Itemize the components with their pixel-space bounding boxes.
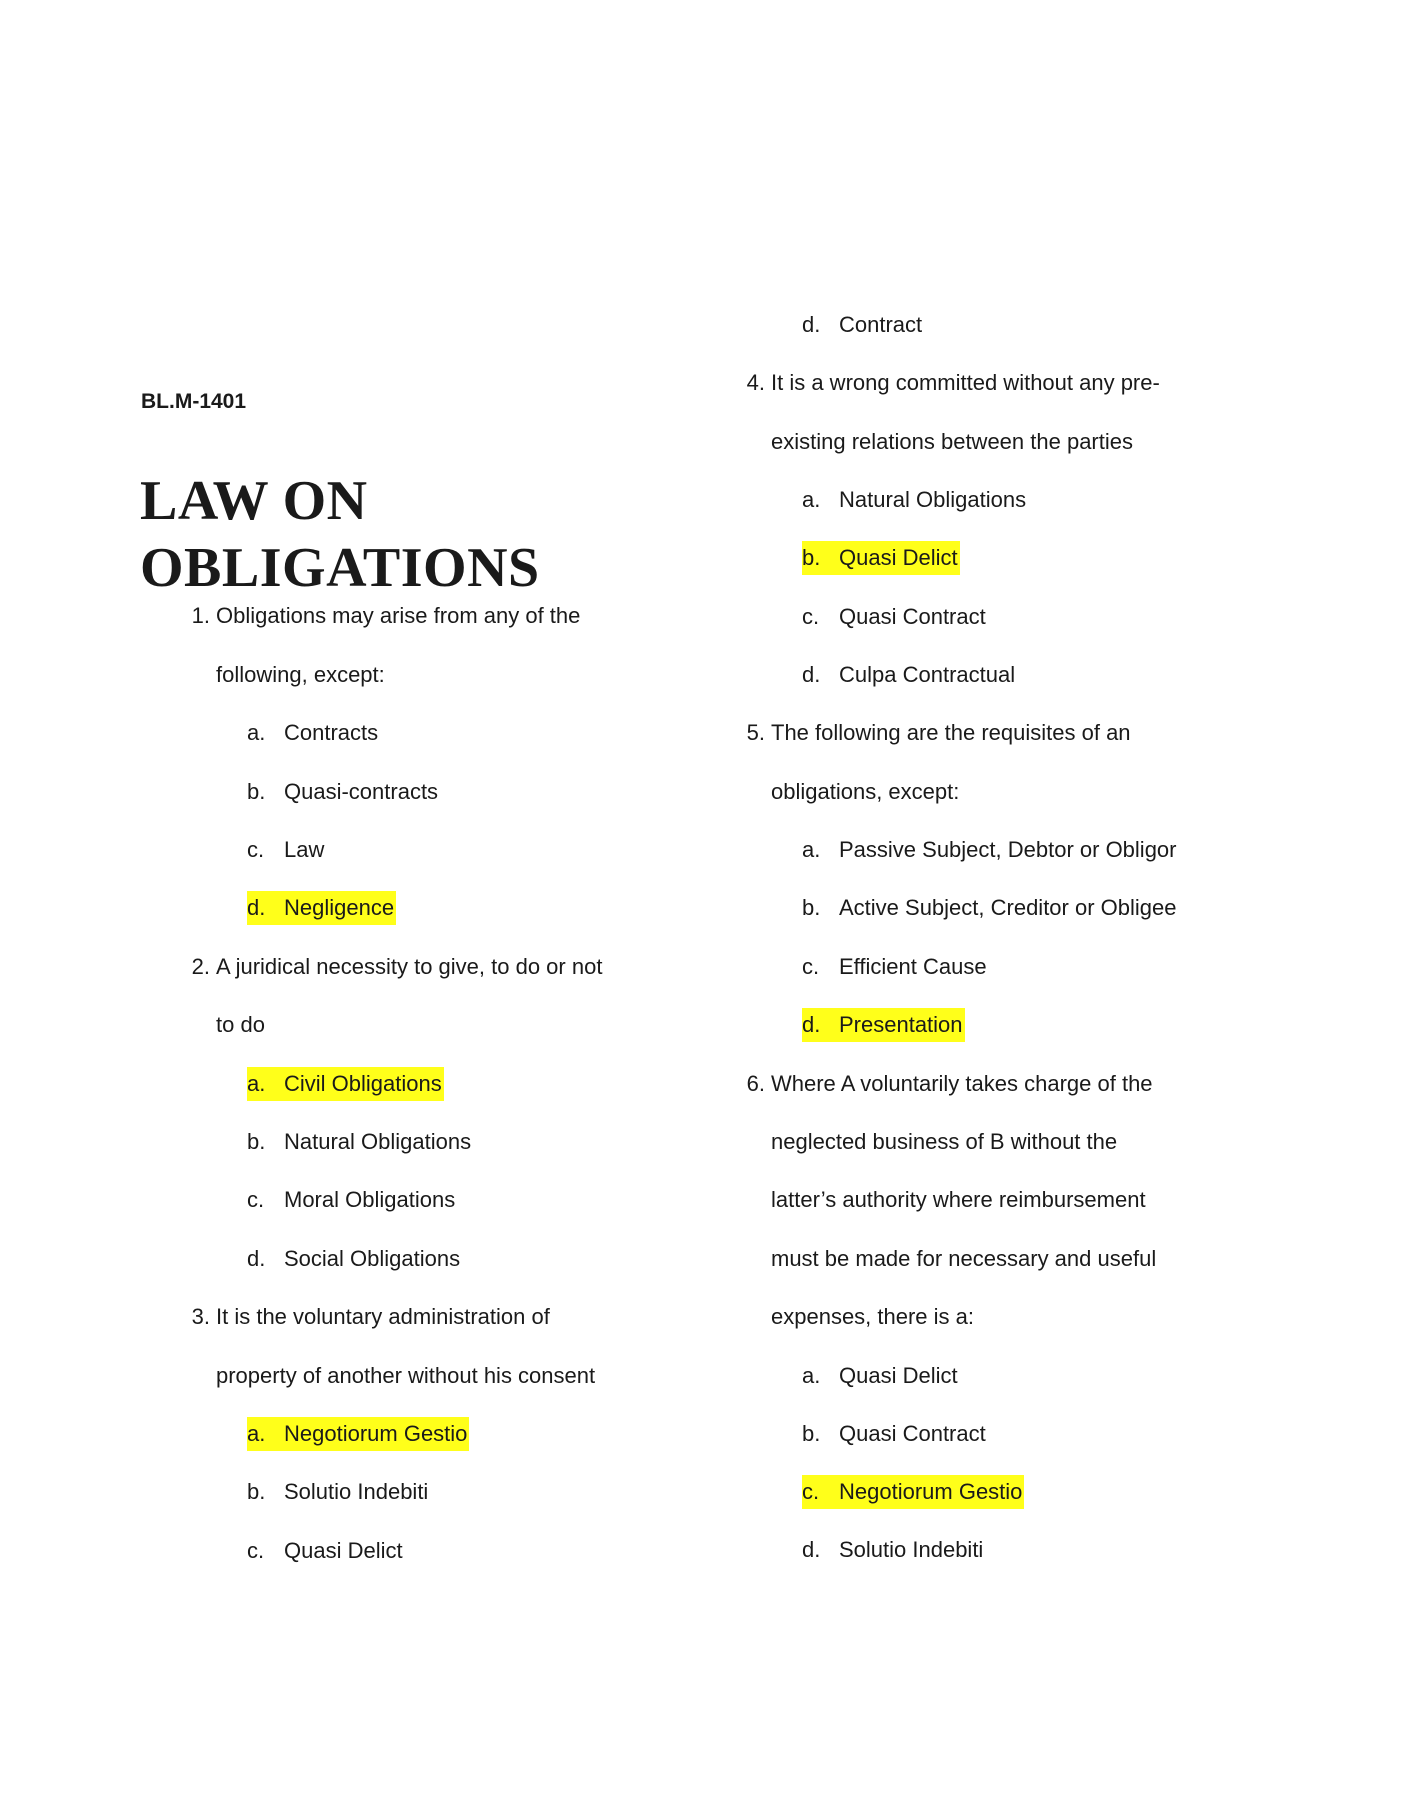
option-letter: b.: [247, 1479, 266, 1504]
option-text: Contracts: [284, 720, 379, 745]
question-number: 6.: [746, 1071, 765, 1096]
option-letter: c.: [802, 604, 820, 629]
option-text: Negligence: [284, 895, 395, 920]
option-text: Solutio Indebiti: [284, 1479, 429, 1504]
option-text: Culpa Contractual: [839, 662, 1016, 687]
option-1a: [247, 716, 378, 750]
option-5d-answer: [802, 1008, 965, 1042]
option-letter: a.: [802, 1363, 821, 1388]
option-text: Quasi Contract: [839, 1421, 986, 1446]
option-3c: [247, 1534, 403, 1568]
option-letter: c.: [247, 1538, 265, 1563]
question-2-continued: [180, 1008, 620, 1042]
question-text-line: expenses, there is a:: [771, 1304, 975, 1329]
question-1-continued: [180, 658, 620, 692]
question-text-line: It is a wrong committed without any pre-: [771, 370, 1160, 395]
course-code: BL.M-1401: [141, 390, 247, 413]
option-5c: [802, 950, 987, 984]
option-letter: a.: [247, 1421, 266, 1446]
option-3d: [802, 308, 922, 342]
question-4-continued: [735, 425, 1215, 459]
option-letter: b.: [802, 1421, 821, 1446]
question-text-line: to do: [216, 1012, 265, 1037]
option-letter: a.: [247, 1071, 266, 1096]
option-letter: a.: [247, 720, 266, 745]
question-6: [735, 1067, 1215, 1101]
document-title: [140, 468, 540, 602]
question-number: 3.: [191, 1304, 210, 1329]
option-letter: c.: [247, 837, 265, 862]
question-text-line: must be made for necessary and useful: [771, 1246, 1157, 1271]
option-2d: [247, 1242, 460, 1276]
option-1c: [247, 833, 324, 867]
option-letter: d.: [802, 662, 821, 687]
option-3a-answer: [247, 1417, 469, 1451]
option-letter: a.: [802, 837, 821, 862]
option-2a-answer: [247, 1067, 444, 1101]
option-1d-answer: [247, 891, 396, 925]
question-number: 5.: [746, 720, 765, 745]
option-text: Natural Obligations: [839, 487, 1027, 512]
option-letter: c.: [802, 954, 820, 979]
option-text: Solutio Indebiti: [839, 1537, 984, 1562]
question-number: 4.: [746, 370, 765, 395]
question-text-line: neglected business of B without the: [771, 1129, 1118, 1154]
question-5: [735, 716, 1215, 750]
option-letter: c.: [247, 1187, 265, 1212]
question-number: 1.: [191, 603, 210, 628]
option-4d: [802, 658, 1015, 692]
question-6-continued-3: [735, 1242, 1215, 1276]
question-text-line: property of another without his consent: [216, 1363, 596, 1388]
question-4: [735, 366, 1215, 400]
question-text-line: Obligations may arise from any of the: [216, 603, 581, 628]
option-3b: [247, 1475, 428, 1509]
question-text-line: It is the voluntary administration of: [216, 1304, 550, 1329]
option-text: Negotiorum Gestio: [284, 1421, 468, 1446]
option-4b-answer: [802, 541, 960, 575]
option-text: Law: [284, 837, 325, 862]
option-text: Quasi Delict: [284, 1538, 403, 1563]
option-text: Quasi Contract: [839, 604, 986, 629]
question-text-line: The following are the requisites of an: [771, 720, 1131, 745]
title-line-1: LAW ON: [140, 470, 368, 532]
question-2: [180, 950, 620, 984]
option-text: Efficient Cause: [839, 954, 987, 979]
option-text: Active Subject, Creditor or Obligee: [839, 895, 1177, 920]
option-letter: d.: [802, 1012, 821, 1037]
option-letter: b.: [247, 779, 266, 804]
question-text-line: existing relations between the parties: [771, 429, 1133, 454]
question-3: [180, 1300, 620, 1334]
question-1: [180, 599, 620, 633]
question-6-continued-1: [735, 1125, 1215, 1159]
question-text-line: following, except:: [216, 662, 385, 687]
option-text: Quasi Delict: [839, 545, 958, 570]
option-letter: c.: [802, 1479, 820, 1504]
question-text-line: Where A voluntarily takes charge of the: [771, 1071, 1153, 1096]
question-number: 2.: [191, 954, 210, 979]
question-text-line: latter’s authority where reimbursement: [771, 1187, 1146, 1212]
option-2c: [247, 1183, 455, 1217]
option-text: Contract: [839, 312, 923, 337]
title-line-2: OBLIGATIONS: [140, 537, 540, 599]
option-letter: d.: [247, 1246, 266, 1271]
option-text: Passive Subject, Debtor or Obligor: [839, 837, 1177, 862]
option-text: Quasi Delict: [839, 1363, 958, 1388]
option-2b: [247, 1125, 471, 1159]
option-letter: d.: [802, 1537, 821, 1562]
option-6c-answer: [802, 1475, 1024, 1509]
option-4c: [802, 600, 986, 634]
option-letter: b.: [802, 545, 821, 570]
option-text: Negotiorum Gestio: [839, 1479, 1023, 1504]
option-text: Social Obligations: [284, 1246, 461, 1271]
question-3-continued: [180, 1359, 620, 1393]
option-6a: [802, 1359, 958, 1393]
option-text: Moral Obligations: [284, 1187, 456, 1212]
option-1b: [247, 775, 438, 809]
question-text-line: obligations, except:: [771, 779, 960, 804]
option-6b: [802, 1417, 986, 1451]
option-letter: b.: [802, 895, 821, 920]
option-letter: d.: [802, 312, 821, 337]
question-6-continued-4: [735, 1300, 1215, 1334]
option-text: Quasi-contracts: [284, 779, 439, 804]
question-5-continued: [735, 775, 1215, 809]
question-text-line: A juridical necessity to give, to do or not: [216, 954, 603, 979]
option-5b: [802, 891, 1177, 925]
option-4a: [802, 483, 1026, 517]
option-5a: [802, 833, 1177, 867]
option-text: Natural Obligations: [284, 1129, 472, 1154]
option-letter: a.: [802, 487, 821, 512]
option-text: Presentation: [839, 1012, 963, 1037]
option-6d: [802, 1533, 983, 1567]
option-letter: b.: [247, 1129, 266, 1154]
option-text: Civil Obligations: [284, 1071, 442, 1096]
option-letter: d.: [247, 895, 266, 920]
question-6-continued-2: [735, 1183, 1215, 1217]
